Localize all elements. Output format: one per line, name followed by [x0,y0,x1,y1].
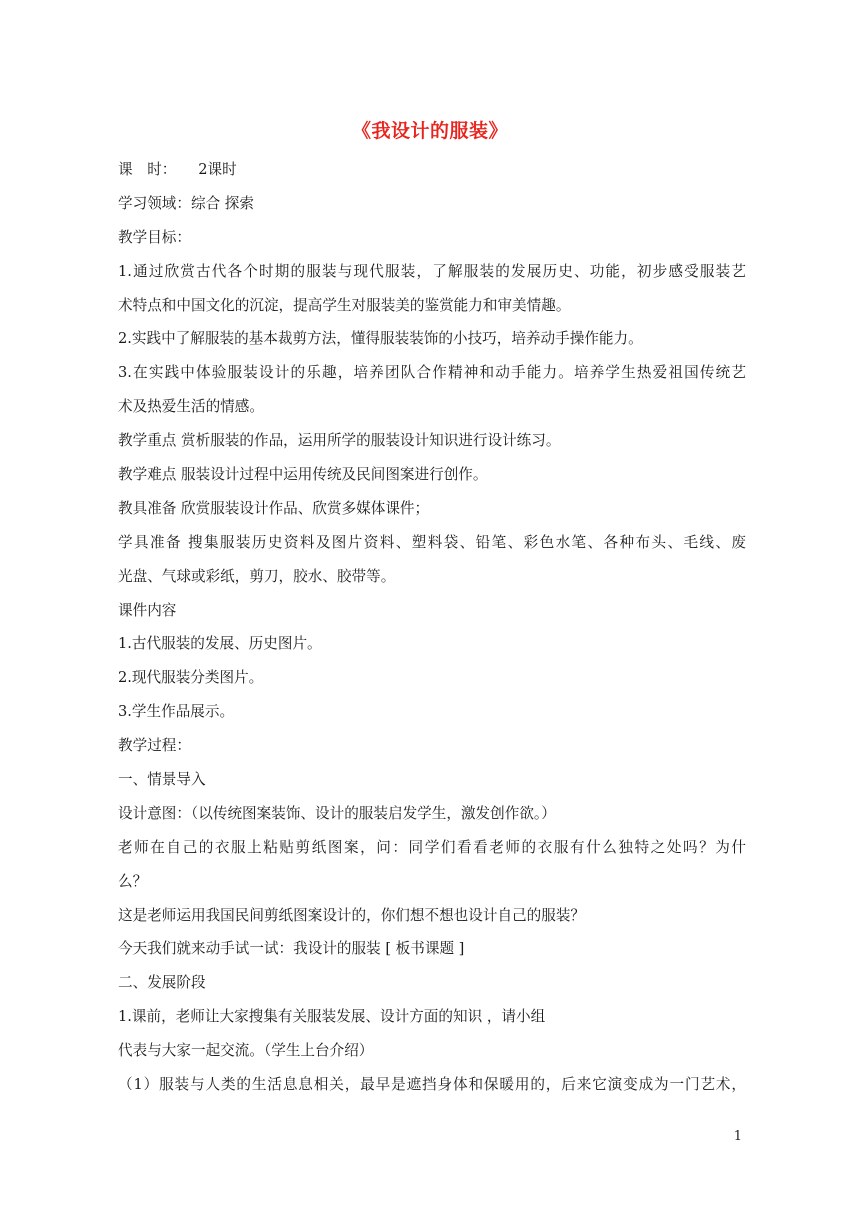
text-line: 课件内容 [118,601,177,619]
text-line: 么？ [118,872,148,890]
document-body [118,153,746,1102]
text-line: 1.古代服装的发展、历史图片。 [118,635,322,653]
text-line: 术及热爱生活的情感。 [118,398,264,416]
text-line: 3.学生作品展示。 [118,703,235,721]
text-line: 这是老师运用我国民间剪纸图案设计的，你们想不想也设计自己的服装？ [118,906,586,924]
text-line: 今天我们就来动手试一试：我设计的服装 [ 板书课题 ] [118,940,465,958]
text-line: 1.课前，老师让大家搜集有关服装发展、设计方面的知识 ，请小组 [118,1008,546,1026]
text-line: 代表与大家一起交流。（学生上台介绍） [118,1042,374,1060]
document-title: 《我设计的服装》 [351,120,508,142]
text-line: 学习领域：综合 探索 [118,194,254,212]
text-line: 术特点和中国文化的沉淀，提高学生对服装美的鉴赏能力和审美情趣。 [118,296,571,314]
text-line: 2.实践中了解服装的基本裁剪方法，懂得服装装饰的小技巧，培养动手操作能力。 [118,330,643,348]
text-line: （1）服装与人类的生活息息相关，最早是遮挡身体和保暖用的，后来它演变成为一门艺术， [118,1076,746,1094]
text-line: 设计意图：（以传统图案装饰、设计的服装启发学生，激发创作欲。） [118,804,556,822]
text-line: 1.通过欣赏古代各个时期的服装与现代服装，了解服装的发展历史、功能，初步感受服装艺 [118,262,746,280]
text-line: 教学重点 赏析服装的作品，运用所学的服装设计知识进行设计练习。 [118,432,561,450]
text-line: 教具准备 欣赏服装设计作品、欣赏多媒体课件； [118,499,430,517]
text-line: 教学目标： [118,228,191,246]
text-line: 光盘、气球或彩纸，剪刀，胶水、胶带等。 [118,567,396,585]
text-line: 教学过程： [118,737,191,755]
text-line: 教学难点 服装设计过程中运用传统及民间图案进行创作。 [118,466,488,484]
text-line: 课 时： 2课时 [118,161,237,178]
text-line: 3.在实践中体验服装设计的乐趣，培养团队合作精神和动手能力。培养学生热爱祖国传统艺 [118,364,746,382]
text-line: 老师在自己的衣服上粘贴剪纸图案，问：同学们看看老师的衣服有什么独特之处吗？为什 [118,838,746,856]
text-line: 一、情景导入 [118,771,206,789]
text-line: 学具准备 搜集服装历史资料及图片资料、塑料袋、铅笔、彩色水笔、各种布头、毛线、废 [118,533,746,551]
text-line: 二、发展阶段 [118,974,206,992]
page-number: 1 [733,1129,742,1144]
text-line: 2.现代服装分类图片。 [118,669,264,687]
